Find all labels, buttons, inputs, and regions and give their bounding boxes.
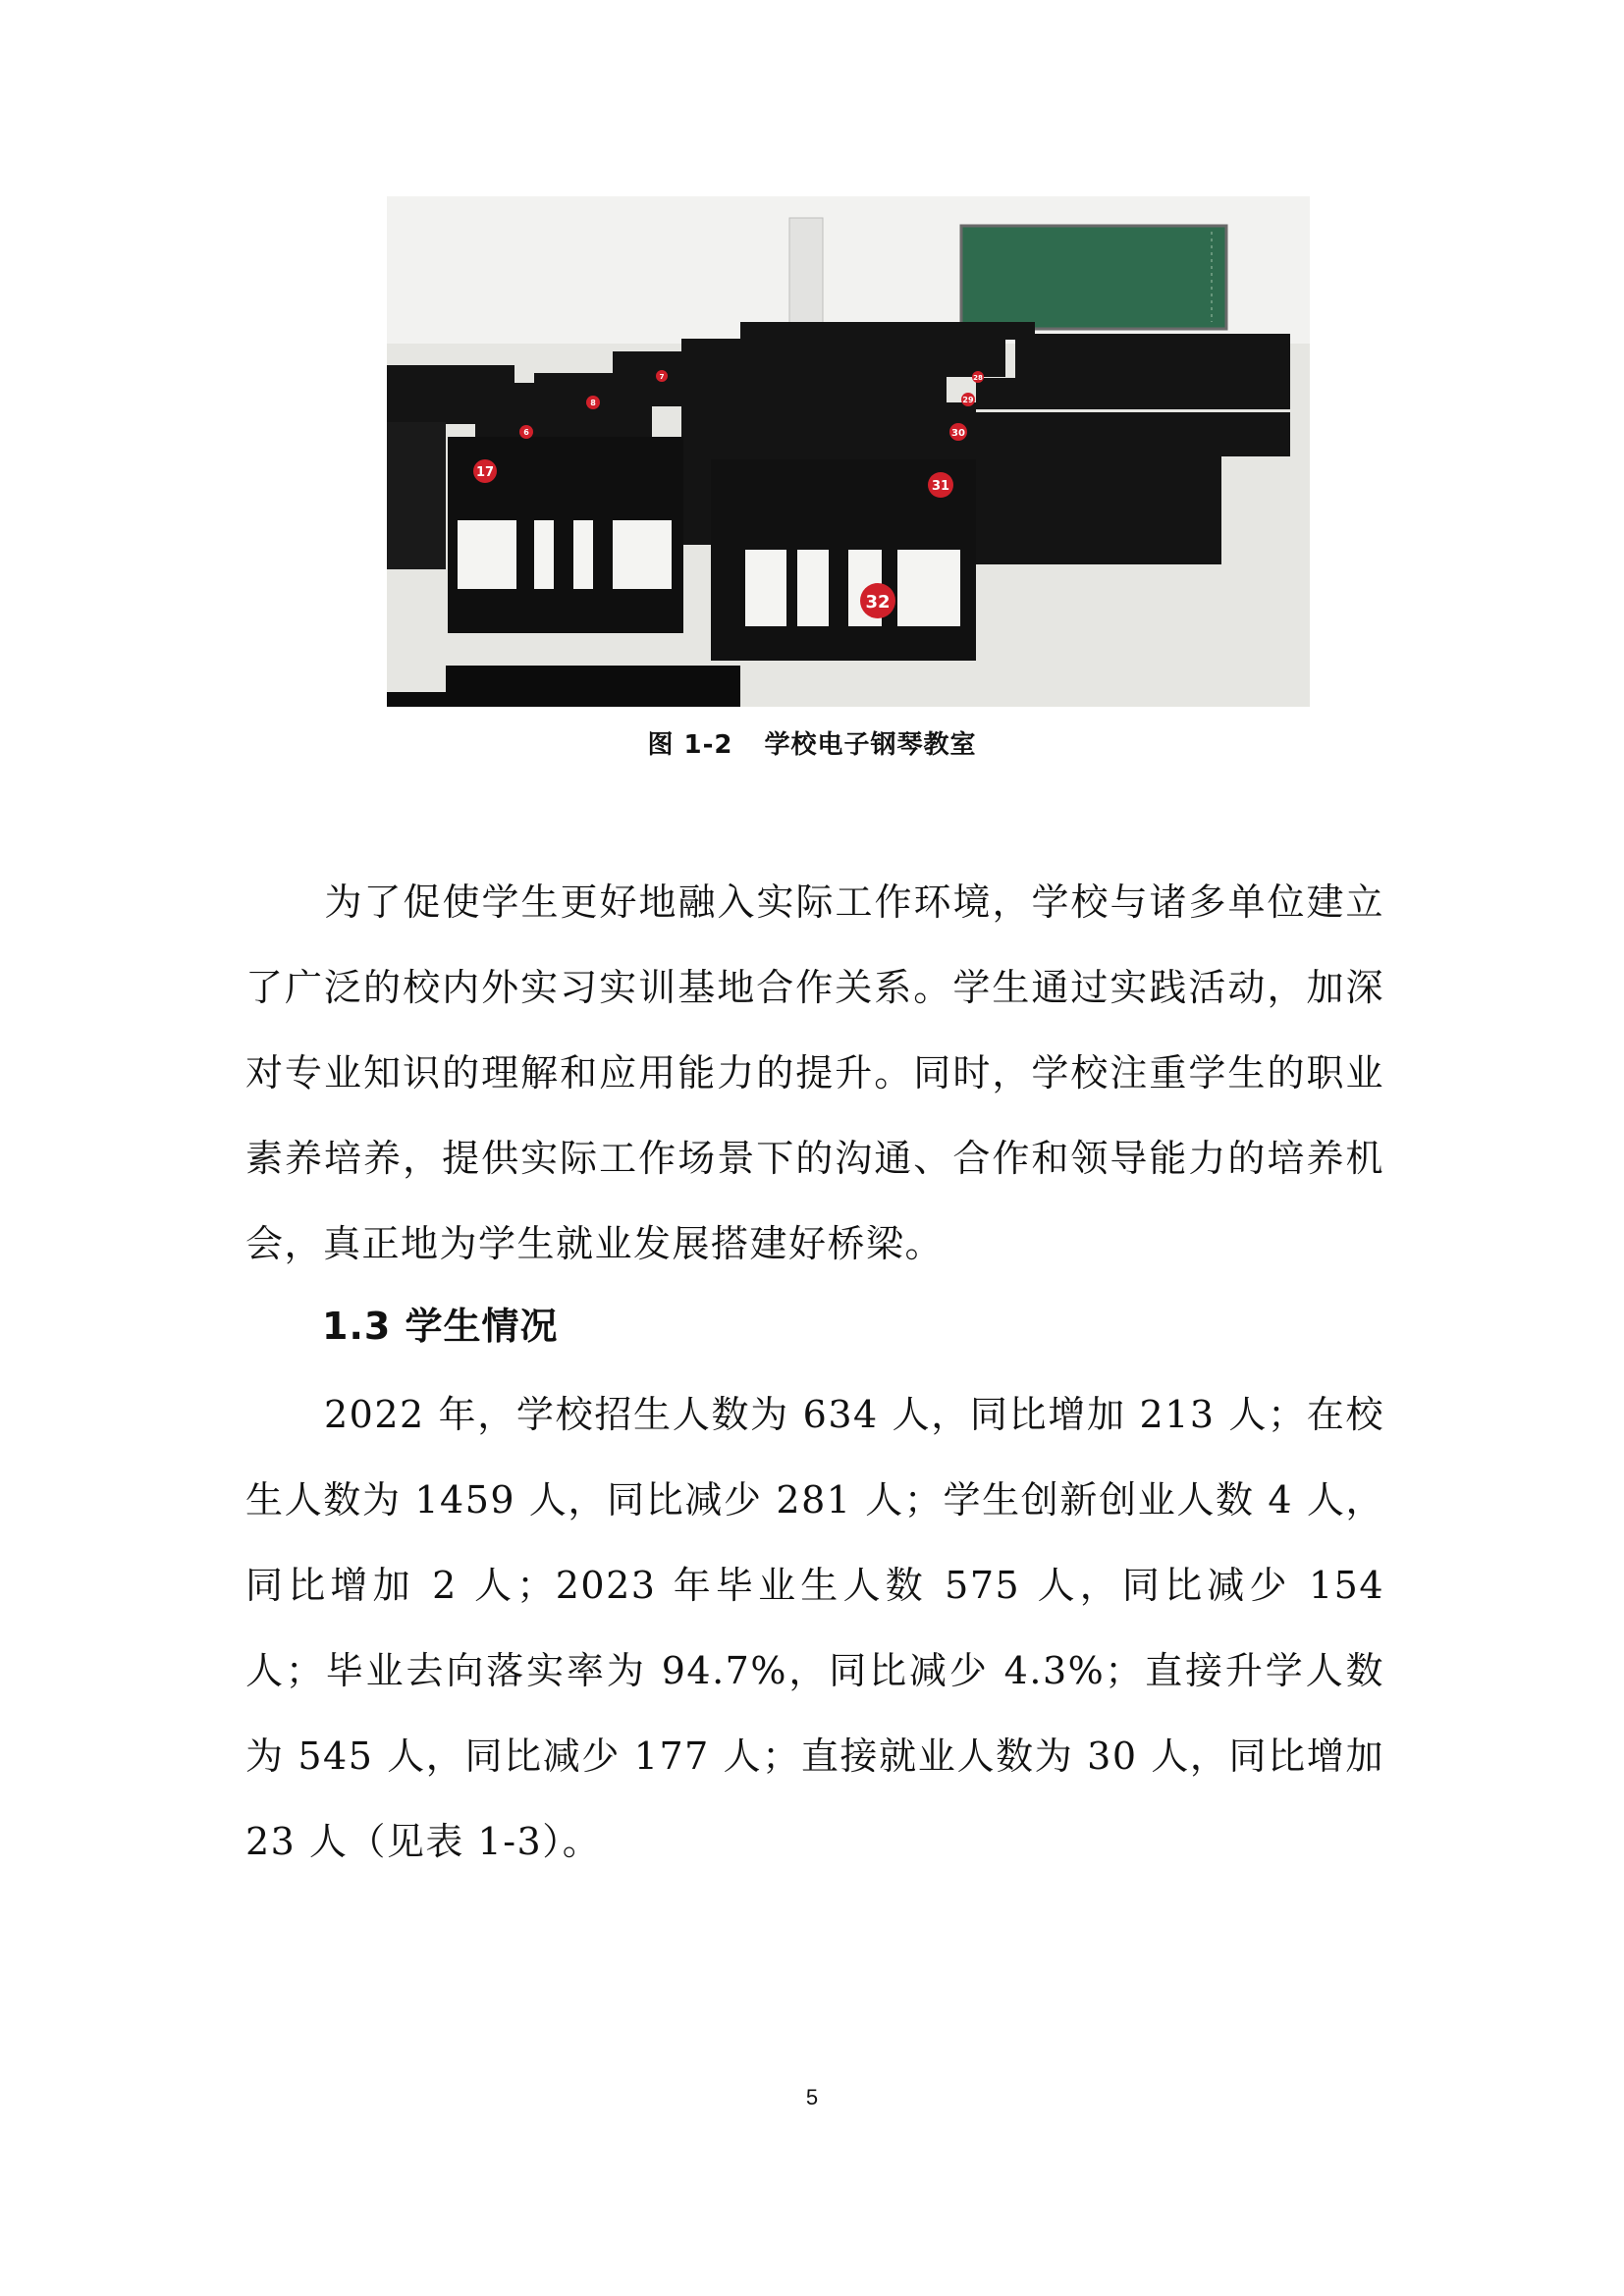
figure-caption-number: 图 1-2 <box>647 730 733 760</box>
figure-caption-text: 学校电子钢琴教室 <box>764 730 977 760</box>
svg-text:7: 7 <box>659 373 665 381</box>
paragraph-internship-text: 为了促使学生更好地融入实际工作环境，学校与诸多单位建立了广泛的校内外实习实训基地合作关系。学生通过实践活动，加深对专业知识的理解和应用能力的提升。同时，学校注重学生的职业素养培养，提供实际工作场景下的沟通、合作和领导能力的培养机会，真正地为学生就业发展搭建好桥梁。 <box>245 881 1384 1265</box>
svg-text:17: 17 <box>475 465 495 480</box>
paragraph-internship-cooperation <box>245 860 1384 1287</box>
section-heading: 1.3 学生情况 <box>322 1305 559 1348</box>
svg-text:30: 30 <box>951 428 965 439</box>
svg-text:31: 31 <box>931 479 950 494</box>
blackboard <box>961 226 1226 329</box>
paragraph-student-statistics-text: 2022 年，学校招生人数为 634 人，同比增加 213 人；在校生人数为 1459 人，同比减少 281 人；学生创新创业人数 4 人，同比增加 2 人；2023 年毕业生人数 575 人，同比减少 154 人；毕业去向落实率为 94.7%，同比减少 4.3%；直接升学人数为 545 人，同比减少 177 人；直接就业人数为 30 人，同比增加 23 人（见表 1-3）。 <box>245 1393 1384 1863</box>
electronic-piano-classroom-photo <box>387 196 1310 707</box>
figure-caption <box>0 724 1624 761</box>
svg-text:8: 8 <box>590 399 596 407</box>
page-number: 5 <box>805 2085 819 2109</box>
svg-text:29: 29 <box>962 396 974 404</box>
svg-text:6: 6 <box>523 428 529 437</box>
paragraph-student-statistics <box>245 1372 1384 1885</box>
svg-text:28: 28 <box>973 374 983 382</box>
svg-text:32: 32 <box>865 592 891 613</box>
